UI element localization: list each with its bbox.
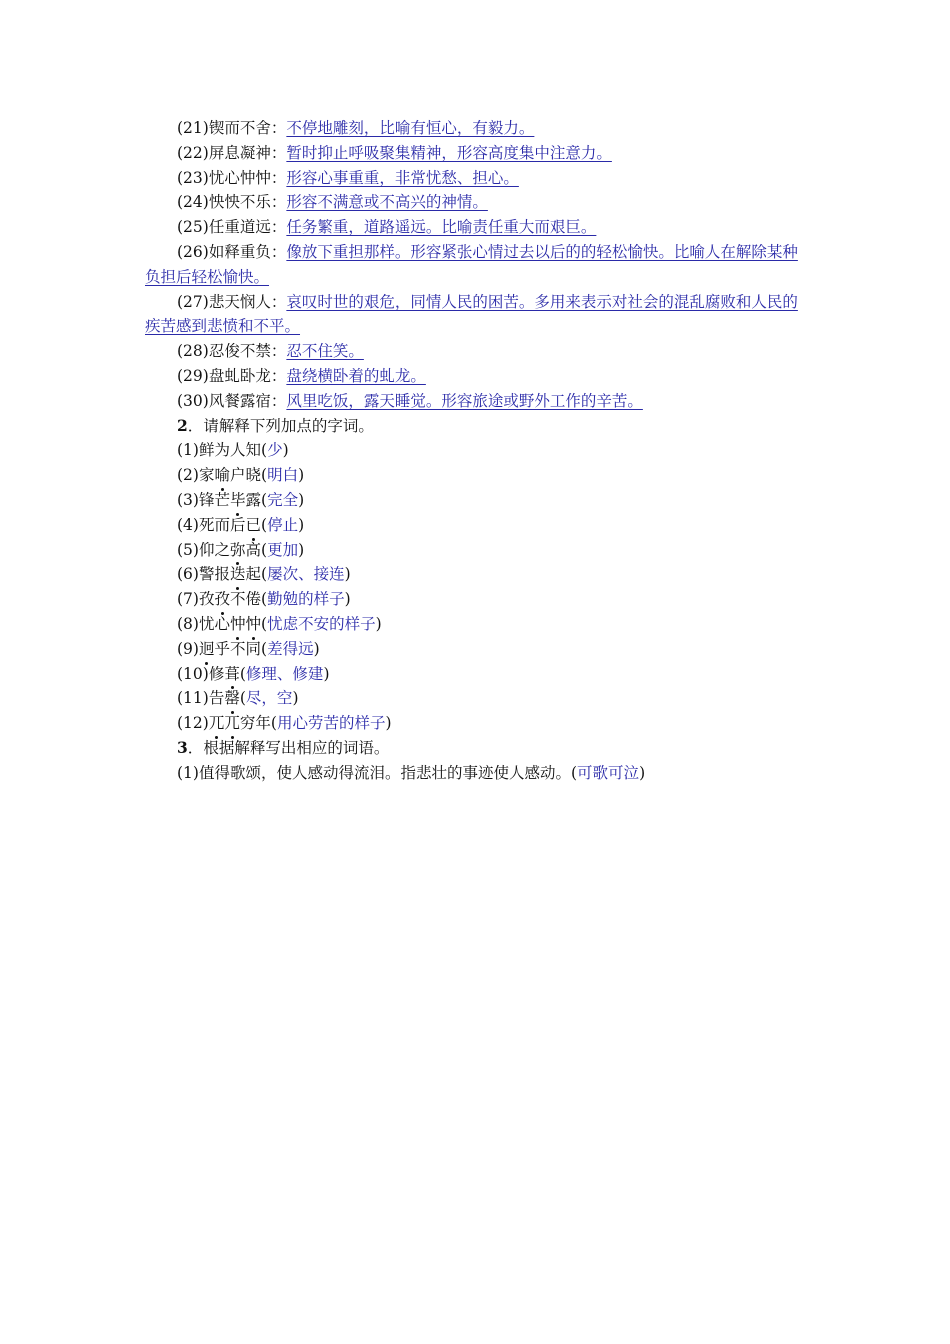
idiom-item: (23)忧心忡忡：形容心事重重，非常忧愁、担心。 [177,168,519,187]
item-number: (29) [177,366,209,385]
idiom-term: 如释重负 [208,242,271,261]
word-item: (12)兀兀穷年(用心劳苦的样子) [145,711,810,736]
answer-text: 忧虑不安的样子 [267,614,376,633]
item-number: (10) [177,664,209,683]
idiom-definition: 像放下重担那样。形容紧张心情过去以后的的轻松愉快。比喻人在解除某种负担后轻松愉快。 [145,242,798,286]
idiom-item: (28)忍俊不禁：忍不住笑。 [177,342,364,361]
word-item: (10)修葺(修理、修建) [145,662,810,687]
word-item: (4)死而后已(停止) [145,513,810,538]
idiom-item: (24)怏怏不乐：形容不满意或不高兴的神情。 [177,193,488,212]
word-explanation-list [145,438,810,736]
definition-text: 值得歌颂，使人感动得流泪。指悲壮的事迹使人感动。 [198,763,571,782]
answer-text: 可歌可泣 [577,763,640,782]
question-number: 2 [177,415,188,435]
item-number: (12) [177,714,209,733]
question-number: 3 [177,737,188,757]
idiom-definition: 盘绕横卧着的虬龙。 [286,366,426,385]
word-text: 露 [245,490,262,509]
idiom-definition: 暂时抑止呼吸聚集精神，形容高度集中注意力。 [286,143,612,162]
question-heading: 3．根据解释写出相应的词语。 [177,737,390,757]
dotted-character: 迥 [199,640,215,658]
word-text: 不倦 [230,590,262,609]
item-number: (9) [177,639,199,658]
item-number: (5) [177,540,199,559]
word-text: 为人知 [214,441,261,460]
item-number: (30) [177,391,209,410]
item-number: (22) [177,143,209,162]
dotted-character: 迭 [230,565,246,583]
answer-text: 少 [267,441,283,460]
idiom-definition: 任务繁重，道路遥远。比喻责任重大而艰巨。 [286,218,597,237]
word-item: (3)锋芒毕露(完全) [145,488,810,513]
word-text: 起 [245,565,262,584]
word-text: 鲜 [198,441,215,460]
word-text: 忧心 [198,614,230,633]
item-number: (6) [177,565,199,584]
idiom-definition: 风里吃饭，露天睡觉。形容旅途或野外工作的辛苦。 [286,391,643,410]
dotted-character: 葺 [224,665,240,683]
answer-text: 尽，空 [245,689,293,708]
word-text: 家 [198,466,215,485]
dotted-character: 弥 [230,541,246,559]
word-text: 穷年 [239,714,271,733]
item-number: (1) [177,441,199,460]
item-number: (24) [177,193,209,212]
idiom-definition: 忍不住笑。 [286,342,364,361]
word-item: (5)仰之弥高(更加) [145,538,810,563]
item-number: (25) [177,218,209,237]
idiom-item: (27)悲天悯人：哀叹时世的艰危，同情人民的困苦。多用来表示对社会的混乱腐败和人民的疾苦感到悲愤和不平。 [145,292,798,336]
item-number: (1) [177,763,199,782]
word-item: (8)忧心忡忡(忧虑不安的样子) [145,612,810,637]
word-text: 高 [245,540,262,559]
idiom-term: 锲而不舍 [208,119,271,137]
word-text: 仰之 [198,540,230,559]
item-number: (27) [177,292,209,311]
dotted-character: 兀兀 [209,714,240,732]
item-number: (3) [177,490,199,509]
answer-text: 勤勉的样子 [267,590,345,609]
idiom-term: 怏怏不乐 [208,193,271,212]
word-text: 锋芒 [198,490,230,509]
item-number: (7) [177,590,199,609]
dotted-character: 罄 [224,689,240,707]
word-text: 告 [208,689,225,708]
word-text: 修 [208,664,225,683]
idiom-definition: 形容不满意或不高兴的神情。 [286,193,488,212]
word-item: (1)鲜为人知(少) [177,441,289,460]
item-number: (4) [177,515,199,534]
dotted-character: 忡忡 [230,615,261,633]
answer-text: 差得远 [267,639,314,658]
item-number: (28) [177,342,209,361]
idiom-term: 忧心忡忡 [208,168,271,187]
word-item: (2)家喻户晓(明白) [145,463,810,488]
word-text: 警报 [198,565,230,584]
question-prompt: 请解释下列加点的字词。 [203,416,374,435]
answer-text: 屡次、接连 [267,565,345,584]
answer-text: 修理、修建 [245,664,324,683]
item-number: (26) [177,242,209,261]
dotted-character: 已 [245,516,261,534]
dotted-character: 孜 [214,590,230,608]
idiom-definition: 形容心事重重，非常忧愁、担心。 [286,168,519,187]
item-number: (11) [177,689,209,708]
answer-text: 明白 [267,466,299,485]
idiom-term: 盘虬卧龙 [208,366,271,385]
idiom-term: 风餐露宿 [208,391,271,410]
word-item: (11)告罄(尽，空) [145,686,810,711]
idiom-term: 任重道远 [208,218,271,237]
dotted-character: 毕 [230,491,246,509]
word-item: (9)迥乎不同(差得远) [145,637,810,662]
idiom-item: (21)锲而不舍：不停地雕刻，比喻有恒心，有毅力。 [177,119,535,137]
word-text: 乎不同 [214,639,261,658]
item-number: (2) [177,466,199,485]
answer-text: 停止 [267,515,299,534]
idiom-term: 屏息凝神 [208,143,271,162]
word-item: (6)警报迭起(屡次、接连) [145,562,810,587]
item-number: (21) [177,119,209,137]
idiom-item: (26)如释重负：像放下重担那样。形容紧张心情过去以后的的轻松愉快。比喻人在解除某种负担后轻松愉快。 [145,242,798,286]
answer-text: 用心劳苦的样子 [276,714,386,733]
idiom-definition: 不停地雕刻，比喻有恒心，有毅力。 [286,119,535,137]
word-text: 户晓 [230,466,262,485]
dotted-character: 喻 [214,466,230,484]
idiom-item: (22)屏息凝神：暂时抑止呼吸聚集精神，形容高度集中注意力。 [177,143,612,162]
answer-text: 完全 [267,490,299,509]
idiom-term: 悲天悯人 [208,292,271,311]
document-body [145,116,810,786]
idiom-item: (25)任重道远：任务繁重，道路遥远。比喻责任重大而艰巨。 [177,218,597,237]
definition-item: (1)值得歌颂，使人感动得流泪。指悲壮的事迹使人感动。(可歌可泣) [177,763,646,782]
word-item: (7)孜孜不倦(勤勉的样子) [145,587,810,612]
answer-text: 更加 [267,540,299,559]
idiom-definition: 哀叹时世的艰危，同情人民的困苦。多用来表示对社会的混乱腐败和人民的疾苦感到悲愤和不平。 [145,292,798,336]
word-text: 孜 [198,590,215,609]
idiom-item: (30)风餐露宿：风里吃饭，露天睡觉。形容旅途或野外工作的辛苦。 [177,391,643,410]
item-number: (8) [177,614,199,633]
question-heading: 2．请解释下列加点的字词。 [177,415,374,435]
idiom-term: 忍俊不禁 [208,342,271,361]
word-text: 死而后 [198,515,246,534]
item-number: (23) [177,168,209,187]
idiom-item: (29)盘虬卧龙：盘绕横卧着的虬龙。 [177,366,426,385]
question-prompt: 根据解释写出相应的词语。 [203,738,390,757]
